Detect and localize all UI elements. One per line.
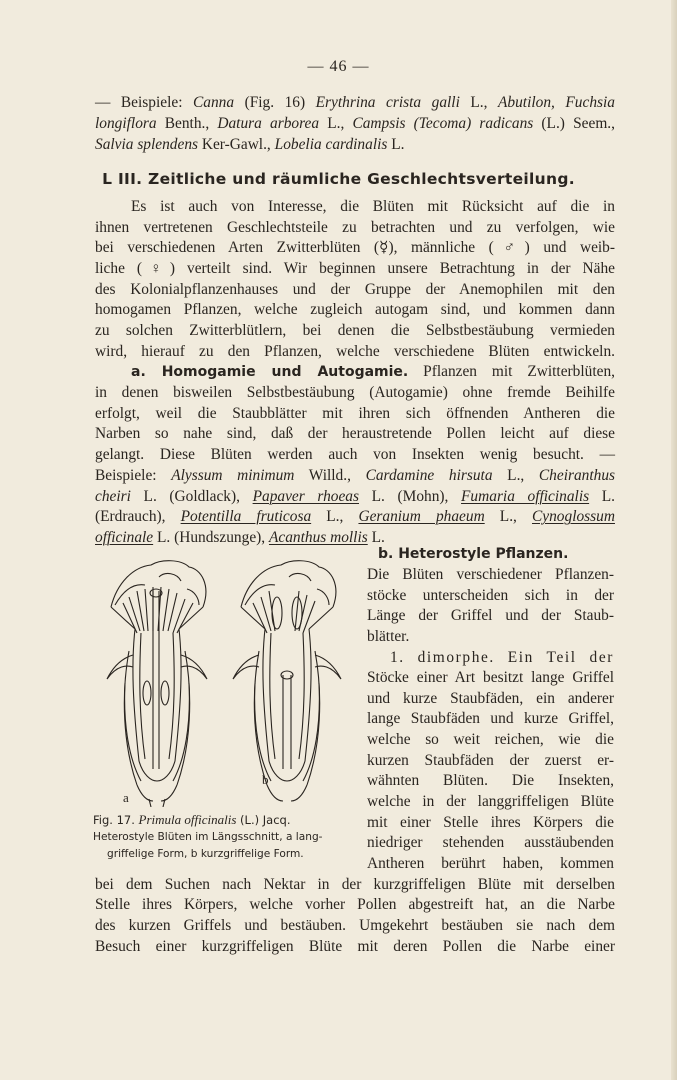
- flower-a-drawing: [107, 561, 207, 807]
- section-b-line: stöcke unterscheiden sich in der: [367, 587, 614, 604]
- examples-line-1: [95, 466, 615, 487]
- section-b-line: welche so weit reichen, wie die: [367, 731, 614, 748]
- section-b-line: Die Blüten verschiedener Pflanzen-: [367, 566, 614, 583]
- intro-line-3: [95, 135, 615, 156]
- text-span: L. (Goldlack),: [130, 488, 253, 505]
- examples-line-2: [95, 487, 615, 508]
- text-span: — Beispiele:: [95, 94, 193, 111]
- section-b-line: Stöcke einer Art besitzt lange Griffel: [367, 669, 614, 686]
- species-name: Datura arborea: [217, 115, 320, 132]
- text-span: L.,: [484, 508, 533, 525]
- text-span: L.,: [311, 508, 359, 525]
- species-name: officinale: [95, 529, 154, 546]
- para1-line: ihnen vertretenen Geschlechtsteile zu betrachten und zu verfolgen, wie: [95, 219, 615, 236]
- section-b-line: Länge der Griffel und der Staub-: [367, 607, 614, 624]
- section-b-full-line: Stelle ihres Körpers, welche vorher Pollen abgestreift hat, an die Narbe: [95, 896, 615, 913]
- section-a-line: Narben so nahe sind, daß der heraustretende Pollen leicht auf diese: [95, 425, 615, 442]
- section-b-line: Antheren berührt haben, kommen: [367, 855, 614, 872]
- section-b-full-line: des kurzen Griffels und bestäuben. Umgekehrt bestäuben sie nach dem: [95, 917, 615, 934]
- flower-b-drawing: [233, 561, 341, 801]
- species-name: Papaver rhoeas: [252, 488, 359, 505]
- text-span: (L.) Jacq.: [236, 813, 291, 827]
- subsection-b-label: [378, 544, 614, 565]
- para1-line: zu solchen Zwitterblütlern, bei denen die Selbstbestäubung vermieden: [95, 322, 615, 339]
- section-b-line: blätter.: [367, 628, 410, 645]
- text-span: (Erdrauch),: [95, 508, 181, 525]
- text-span: Ker-Gawl.,: [198, 136, 275, 153]
- species-name: Acanthus mollis: [268, 529, 368, 546]
- text-span: L.,: [492, 467, 539, 484]
- species-name: cheiri: [95, 488, 131, 505]
- figure-label-b: b: [262, 772, 269, 787]
- text-span: Willd.,: [294, 467, 366, 484]
- figure-caption-line-3: griffelige Form, b kurzgriffelige Form.: [107, 848, 304, 860]
- text-span: L.,: [319, 115, 353, 132]
- text-span: Benth.,: [156, 115, 218, 132]
- text-span: (Fig. 16): [234, 94, 316, 111]
- intro-line-2: [95, 114, 615, 135]
- section-a-line: erfolgt, weil die Staubblätter mit ihren sich öffnenden Antheren die: [95, 405, 615, 422]
- subsection-label: a. Homogamie und Autogamie.: [131, 364, 409, 380]
- section-b-line: welche in der langgriffeligen Blüte: [367, 793, 614, 810]
- para1-line: liche (♀) verteilt sind. Wir beginnen unsere Betrachtung in der Nähe: [95, 260, 615, 277]
- text-span: Pflanzen mit Zwitterblüten,: [423, 363, 615, 380]
- para1-line: homogamen Pflanzen, welche zugleich autogam sind, und kommen dann: [95, 301, 615, 318]
- species-name: Cheiranthus: [538, 467, 616, 484]
- species-name: Alyssum minimum: [171, 467, 295, 484]
- figure-caption-line-2: Heterostyle Blüten im Längsschnitt, a lang-: [93, 831, 323, 843]
- section-a-line: in denen bisweilen Selbstbestäubung (Autogamie) ohne fremde Beihilfe: [95, 384, 615, 401]
- species-name: longiflora: [95, 115, 157, 132]
- text-span: L.: [367, 529, 385, 546]
- para1-line: Es ist auch von Interesse, die Blüten mit Rücksicht auf die in: [131, 198, 615, 215]
- text-span: L.,: [459, 94, 498, 111]
- species-name: Canna: [193, 94, 235, 111]
- text-span: L.: [387, 136, 405, 153]
- para1-line: des Kolonialpflanzenhauses und der Gruppe der Anemophilen mit den: [95, 281, 615, 298]
- section-b-line: 1. dimorphe. Ein Teil der: [390, 649, 614, 666]
- para1-line: bei verschiedenen Arten Zwitterblüten (☿), männliche (♂) und weib-: [95, 239, 615, 256]
- text-span: L. (Mohn),: [359, 488, 462, 505]
- section-b-line: und kurze Staubfäden, ein anderer: [367, 690, 614, 707]
- page-number: — 46 —: [307, 58, 370, 75]
- text-span: L.: [589, 488, 615, 505]
- page-edge: [671, 0, 677, 1080]
- section-b-line: mit einer Stelle ihres Körpers die: [367, 814, 614, 831]
- section-heading: L III. Zeitliche und räumliche Geschlechtsverteilung.: [102, 170, 575, 188]
- para1-line: wird, hierauf zu den Pflanzen, welche verschiedene Blüten entwickeln.: [95, 343, 615, 360]
- section-b-full-line: Besuch einer kurzgriffeligen Blüte mit deren Pollen die Narbe einer: [95, 938, 615, 955]
- intro-line-1: [95, 93, 615, 114]
- text-span: Fig. 17.: [93, 813, 139, 827]
- section-a-line: gelangt. Diese Blüten werden auch von Insekten wenig besucht. —: [95, 446, 615, 463]
- species-name: Fumaria officinalis: [461, 488, 590, 505]
- section-b-line: wähnten Blüten. Die Insekten,: [367, 772, 614, 789]
- text-span: L. (Hundszunge),: [153, 529, 269, 546]
- species-name: Campsis (Tecoma) radicans: [352, 115, 534, 132]
- text-span: (L.) Seem.,: [533, 115, 615, 132]
- species-name: Cardamine hirsuta: [365, 467, 493, 484]
- species-name: Geranium phaeum: [358, 508, 485, 525]
- figure-caption-line-1: [93, 812, 290, 828]
- section-b-line: kurzen Staubfäden der zuerst er-: [367, 752, 614, 769]
- section-b-line: lange Staubfäden und kurze Griffel,: [367, 710, 614, 727]
- subsection-label: b. Heterostyle Pflanzen.: [378, 546, 569, 562]
- species-name: Potentilla fruticosa: [180, 508, 312, 525]
- species-name: Erythrina crista galli: [315, 94, 460, 111]
- species-name: Cynoglossum: [532, 508, 615, 525]
- species-name: Salvia splendens: [95, 136, 199, 153]
- section-b-line: niedriger stehenden ausstäubenden: [367, 834, 614, 851]
- examples-line-3: [95, 507, 615, 528]
- figure-label-a: a: [123, 790, 129, 805]
- species-name: Primula officinalis: [138, 812, 237, 827]
- species-name: Abutilon, Fuchsia: [498, 94, 615, 111]
- flower-figure: [93, 555, 363, 807]
- section-a-line-1: [131, 362, 615, 383]
- section-b-full-line: bei dem Suchen nach Nektar in der kurzgriffeligen Blüte mit derselben: [95, 876, 615, 893]
- text-span: Beispiele:: [95, 467, 172, 484]
- species-name: Lobelia cardinalis: [274, 136, 388, 153]
